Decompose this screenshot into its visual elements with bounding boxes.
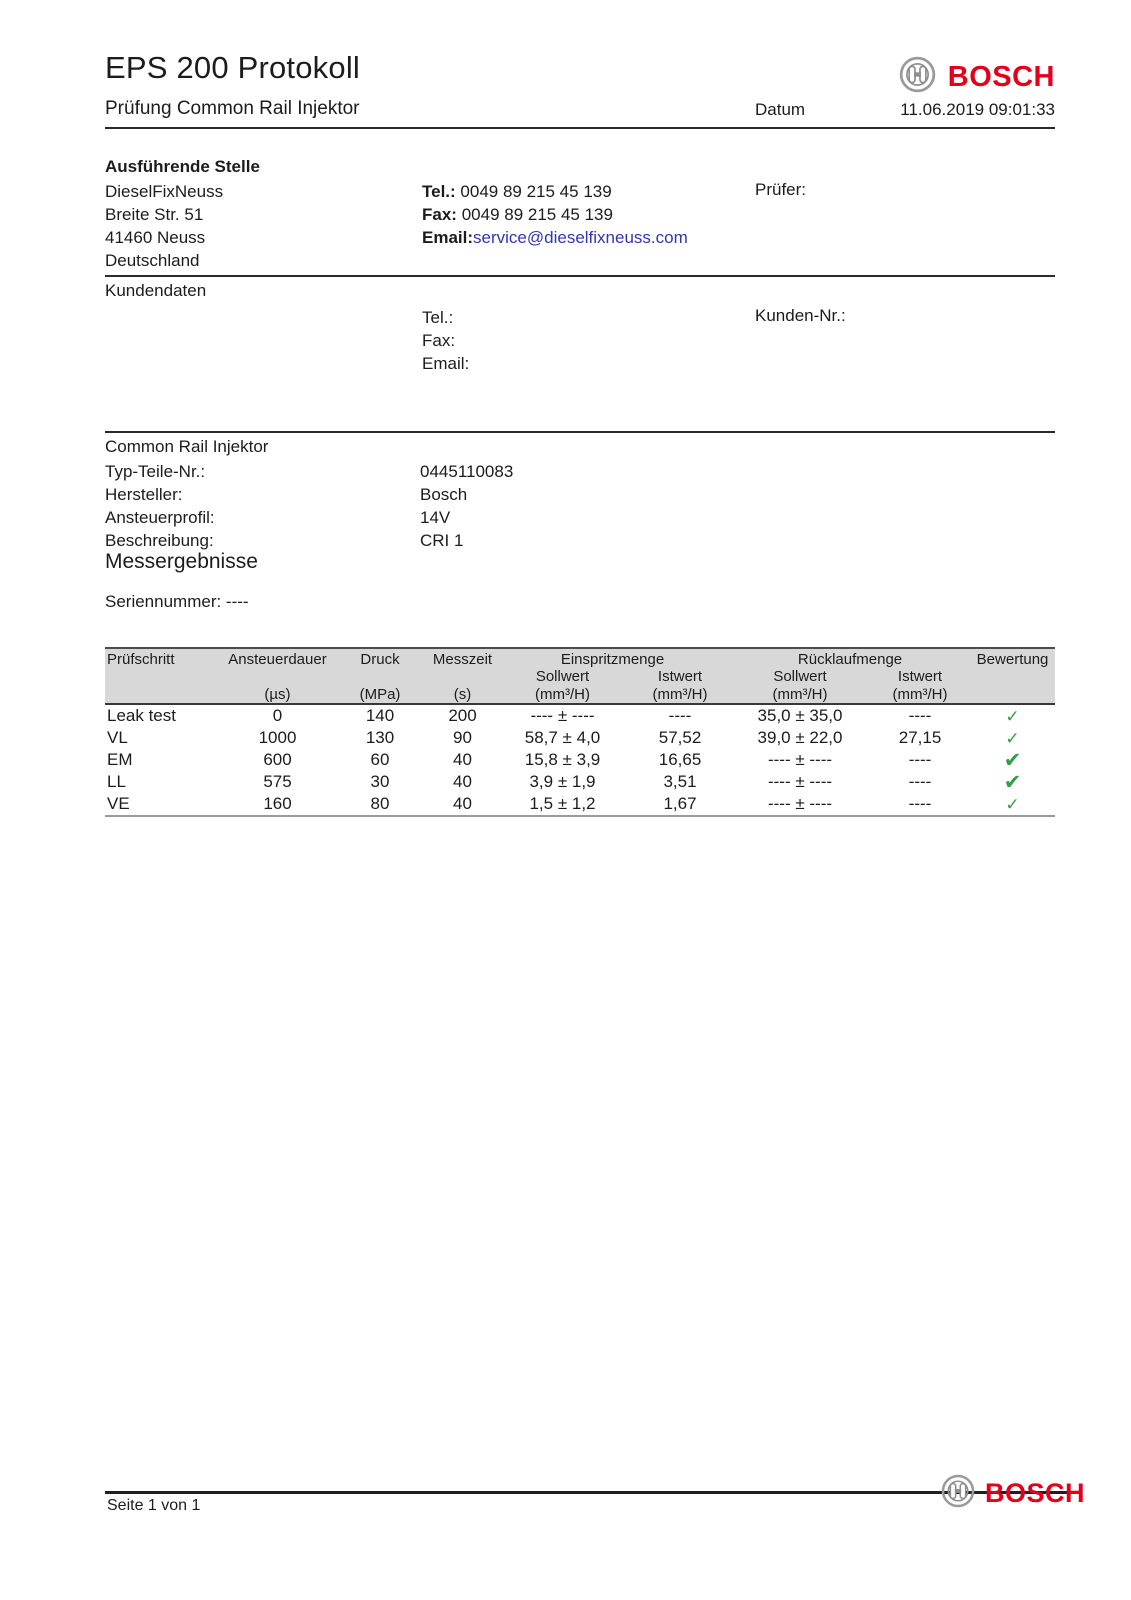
- time-value: 40: [453, 772, 472, 791]
- ret-istwert-value: ----: [908, 794, 932, 813]
- header-spacer: [105, 685, 225, 704]
- page-number: Seite 1 von 1: [107, 1497, 201, 1514]
- header-spacer: [105, 668, 225, 685]
- inj-sollwert-value: 58,7 ± 4,0: [524, 728, 601, 747]
- date-value: 11.06.2019 09:01:33: [900, 100, 1055, 119]
- ret-istwert-value: ----: [908, 772, 932, 791]
- ret-istwert-value: ----: [908, 706, 932, 725]
- customer-tel-label: Tel.:: [422, 308, 454, 327]
- tel-value: 0049 89 215 45 139: [460, 182, 612, 201]
- injector-details: [105, 460, 513, 552]
- date-label: Datum: [755, 100, 806, 119]
- serial-number: Seriennummer: ----: [105, 592, 249, 611]
- email-label: Email:: [422, 228, 474, 247]
- step-name: VE: [107, 794, 130, 813]
- bosch-logo-top: [899, 56, 1055, 98]
- ret-sollwert-value: ---- ± ----: [767, 794, 833, 813]
- email-link[interactable]: service@dieselfixneuss.com: [473, 228, 688, 247]
- bosch-logo-footer: [941, 1474, 1085, 1513]
- step-name: Leak test: [107, 706, 176, 725]
- description-label: Beschreibung:: [105, 531, 214, 550]
- page-title: EPS 200 Protokoll: [105, 50, 360, 85]
- inj-istwert-value: 1,67: [663, 794, 697, 813]
- pressure-value: 30: [370, 772, 390, 791]
- duration-value: 575: [263, 772, 292, 791]
- ret-sollwert-value: 39,0 ± 22,0: [757, 728, 843, 747]
- inj-istwert-value: ----: [668, 706, 692, 725]
- executing-office-divider: [105, 275, 1055, 277]
- measurement-results-table: [105, 647, 1055, 817]
- pressure-value: 140: [365, 706, 395, 725]
- bosch-wordmark: BOSCH: [947, 60, 1055, 93]
- injector-row: [105, 483, 513, 506]
- col-ansteuerdauer: Ansteuerdauer: [225, 648, 330, 668]
- header-divider: [105, 127, 1055, 129]
- injector-heading: Common Rail Injektor: [105, 437, 269, 456]
- footer-divider: [105, 1491, 1080, 1494]
- results-heading: Messergebnisse: [105, 550, 258, 573]
- customer-number-label: Kunden-Nr.:: [755, 306, 846, 325]
- step-name: VL: [107, 728, 128, 747]
- unit-mm3h: (mm³/H): [870, 685, 970, 704]
- duration-value: 600: [263, 750, 292, 769]
- pass-check-icon: ✓: [1005, 728, 1020, 748]
- col-einspritzmenge: Einspritzmenge: [495, 648, 730, 668]
- examiner-label: Prüfer:: [755, 180, 807, 199]
- col-ruecklaufmenge: Rücklaufmenge: [730, 648, 970, 668]
- office-country: Deutschland: [105, 251, 200, 270]
- tel-label: Tel.:: [422, 182, 456, 201]
- description-value: CRI 1: [420, 531, 464, 550]
- executing-office-contact: [422, 180, 688, 249]
- pass-check-icon: ✔: [1003, 770, 1022, 794]
- bosch-armature-icon: [941, 1474, 975, 1513]
- pass-check-icon: ✓: [1005, 794, 1020, 814]
- unit-mpa: (MPa): [330, 685, 430, 704]
- unit-mm3h: (mm³/H): [495, 685, 630, 704]
- table-row: [105, 704, 1055, 727]
- time-value: 90: [453, 728, 472, 747]
- table-row: [105, 727, 1055, 749]
- customer-contact: [422, 306, 469, 375]
- table-header: [105, 648, 1055, 704]
- office-city: 41460 Neuss: [105, 228, 206, 247]
- bosch-armature-icon: [899, 56, 936, 98]
- pressure-value: 60: [370, 750, 390, 769]
- fax-label: Fax:: [422, 205, 457, 224]
- executing-office-heading: Ausführende Stelle: [105, 157, 260, 176]
- sub-col-ret-istwert: Istwert: [870, 668, 970, 685]
- type-part-no-label: Typ-Teile-Nr.:: [105, 462, 206, 481]
- injector-row: [105, 529, 513, 552]
- manufacturer-label: Hersteller:: [105, 485, 183, 504]
- header-spacer: [970, 668, 1055, 685]
- step-name: LL: [107, 772, 126, 791]
- inj-sollwert-value: ---- ± ----: [530, 706, 595, 725]
- step-name: EM: [107, 750, 133, 769]
- col-pruefschritt: Prüfschritt: [105, 648, 225, 668]
- ret-sollwert-value: ---- ± ----: [767, 750, 833, 769]
- col-bewertung: Bewertung: [970, 648, 1055, 668]
- document-subtitle: Prüfung Common Rail Injektor: [105, 98, 360, 119]
- inj-sollwert-value: 3,9 ± 1,9: [529, 772, 596, 791]
- office-email-row: [422, 226, 688, 249]
- fax-value: 0049 89 215 45 139: [461, 205, 613, 224]
- manufacturer-value: Bosch: [420, 485, 468, 504]
- office-tel-row: [422, 180, 688, 203]
- table-row: [105, 793, 1055, 816]
- customer-email-label: Email:: [422, 354, 470, 373]
- bosch-wordmark: BOSCH: [984, 1478, 1085, 1508]
- injector-row: [105, 460, 513, 483]
- inj-istwert-value: 3,51: [663, 772, 697, 791]
- sub-col-inj-istwert: Istwert: [630, 668, 730, 685]
- executing-office-address: [105, 180, 223, 272]
- pass-check-icon: ✓: [1005, 706, 1020, 726]
- header-spacer: [330, 668, 430, 685]
- office-fax-row: [422, 203, 688, 226]
- ret-sollwert-value: ---- ± ----: [767, 772, 833, 791]
- sub-col-ret-sollwert: Sollwert: [730, 668, 870, 685]
- pressure-value: 130: [365, 728, 395, 747]
- time-value: 40: [453, 750, 472, 769]
- col-messzeit: Messzeit: [430, 648, 495, 668]
- duration-value: 160: [263, 794, 292, 813]
- table-row: [105, 749, 1055, 771]
- type-part-no-value: 0445110083: [420, 462, 514, 481]
- customer-fax-label: Fax:: [422, 331, 456, 350]
- header-spacer: [970, 685, 1055, 704]
- office-street: Breite Str. 51: [105, 205, 204, 224]
- drive-profile-value: 14V: [420, 508, 451, 527]
- inj-sollwert-value: 1,5 ± 1,2: [529, 794, 596, 813]
- ret-istwert-value: 27,15: [898, 728, 942, 747]
- inj-sollwert-value: 15,8 ± 3,9: [524, 750, 601, 769]
- office-name: DieselFixNeuss: [105, 182, 224, 201]
- unit-mm3h: (mm³/H): [630, 685, 730, 704]
- ret-istwert-value: ----: [908, 750, 932, 769]
- unit-mm3h: (mm³/H): [730, 685, 870, 704]
- time-value: 40: [453, 794, 472, 813]
- header-spacer: [225, 668, 330, 685]
- duration-value: 0: [272, 706, 283, 725]
- time-value: 200: [448, 706, 477, 725]
- table-row: [105, 771, 1055, 793]
- duration-value: 1000: [258, 728, 297, 747]
- header-spacer: [430, 668, 495, 685]
- customer-heading: Kundendaten: [105, 281, 207, 300]
- col-druck: Druck: [330, 648, 430, 668]
- inj-istwert-value: 16,65: [658, 750, 702, 769]
- customer-divider: [105, 431, 1055, 433]
- inj-istwert-value: 57,52: [658, 728, 702, 747]
- sub-col-inj-sollwert: Sollwert: [495, 668, 630, 685]
- ret-sollwert-value: 35,0 ± 35,0: [757, 706, 843, 725]
- drive-profile-label: Ansteuerprofil:: [105, 508, 215, 527]
- unit-us: (µs): [225, 685, 330, 704]
- pass-check-icon: ✔: [1003, 748, 1022, 772]
- injector-row: [105, 506, 513, 529]
- pressure-value: 80: [370, 794, 390, 813]
- unit-s: (s): [430, 685, 495, 704]
